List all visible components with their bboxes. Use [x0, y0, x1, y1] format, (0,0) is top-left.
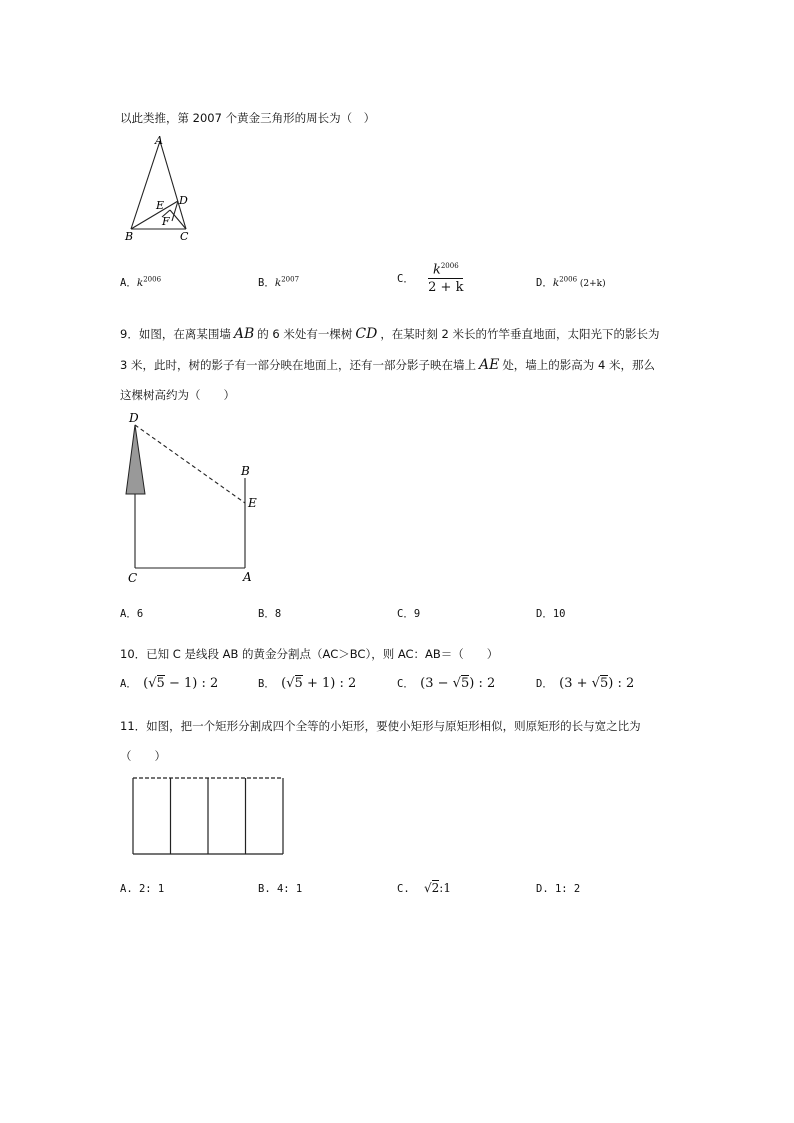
option-10d-expr-c: ) : 2 [608, 676, 635, 691]
option-11c-prefix: C. [397, 883, 410, 895]
label-e: E [248, 496, 257, 510]
tree-wall-figure [120, 408, 270, 588]
option-10a-radicand: 5 [156, 676, 165, 691]
option-8a-prefix: A． [120, 277, 137, 289]
option-10c-expr-a: (3 − [420, 676, 453, 691]
option-9c[interactable]: C．9 [397, 608, 421, 620]
option-10b-prefix: B． [258, 678, 275, 690]
option-9b[interactable]: B．8 [258, 608, 282, 620]
option-8d[interactable] [536, 275, 606, 290]
q9-text-1c: ，在某时刻 2 米长的竹竿垂直地面，太阳光下的影长为 [380, 327, 660, 341]
option-8b-prefix: B． [258, 277, 275, 289]
option-10a-expr-a: ( [143, 676, 149, 691]
question-9-line-2 [120, 357, 655, 373]
option-11c-tail: :1 [439, 881, 451, 895]
option-8c[interactable] [397, 262, 463, 295]
q9-text-2a: 3 米，此时，树的影子有一部分映在地面上，还有一部分影子映在墙上 [120, 358, 476, 372]
segment-bd [131, 201, 178, 229]
q9-text-1a: 9．如图，在离某围墙 [120, 327, 231, 341]
option-10c-expr [420, 675, 495, 691]
label-d: D [179, 194, 188, 207]
option-11d[interactable]: D. 1: 2 [536, 883, 581, 895]
option-10a-expr-c: − 1) : 2 [164, 676, 219, 691]
option-10d-expr-a: (3 + [559, 676, 592, 691]
question-10-stem: 10．已知 C 是线段 AB 的黄金分割点（AC＞BC），则 AC：AB＝（ ） [120, 647, 499, 661]
option-10c[interactable] [397, 676, 495, 691]
label-a: A [155, 134, 163, 147]
sqrt-icon: √ [148, 676, 157, 691]
option-10d[interactable] [536, 676, 634, 691]
sqrt-icon: √ [591, 676, 600, 691]
option-10c-radicand: 5 [460, 676, 470, 691]
rectangle-four-parts-figure [128, 774, 290, 860]
question-9-line-3: 这棵树高约为（ ） [120, 388, 235, 402]
option-8a-exp: 2006 [143, 275, 162, 284]
question-11-line-2: （ ） [120, 749, 166, 763]
option-10b-radicand: 5 [294, 676, 303, 691]
label-a: A [243, 570, 252, 584]
option-11c[interactable] [397, 881, 451, 895]
question-11-line-1: 11．如图，把一个矩形分割成四个全等的小矩形，要使小矩形与原矩形相似，则原矩形的长与宽之比为 [120, 719, 641, 733]
golden-triangle-figure [118, 133, 208, 248]
option-8c-fraction [428, 262, 463, 295]
option-10b-expr [281, 675, 356, 691]
question-8-stem-end: 以此类推，第 2007 个黄金三角形的周长为（ ） [120, 111, 376, 125]
q9-var-ab: AB [233, 326, 255, 342]
option-11b[interactable]: B. 4: 1 [258, 883, 303, 895]
option-9d[interactable]: D．10 [536, 608, 566, 620]
tree-crown [126, 425, 145, 494]
sqrt-icon: √ [452, 676, 461, 691]
option-10b[interactable] [258, 676, 356, 691]
option-8b-exp: 2007 [281, 275, 300, 284]
option-8c-num-exp: 2006 [440, 262, 459, 270]
label-b: B [241, 464, 250, 478]
option-11c-radicand: 2 [431, 881, 440, 895]
option-10a[interactable] [120, 676, 218, 691]
sqrt-icon: √ [286, 676, 295, 691]
q9-var-ae: AE [478, 357, 500, 373]
option-10b-expr-c: + 1) : 2 [302, 676, 357, 691]
option-8c-den: 2 + k [428, 280, 464, 296]
option-10b-expr-a: ( [281, 676, 287, 691]
label-e: E [156, 199, 165, 212]
option-10c-expr-c: ) : 2 [469, 676, 496, 691]
option-8a-base: k [136, 277, 144, 289]
label-c: C [180, 230, 189, 243]
option-10d-prefix: D． [536, 678, 553, 690]
q9-text-1b: 的 6 米处有一棵树 [257, 327, 353, 341]
sqrt-icon: √ [423, 881, 432, 895]
label-b: B [125, 230, 134, 243]
option-11c-expr [424, 881, 451, 895]
label-c: C [128, 571, 138, 585]
option-8d-base: k [552, 277, 560, 289]
q9-var-cd: CD [355, 326, 378, 342]
option-8d-exp: 2006 [559, 275, 578, 284]
option-9a[interactable]: A．6 [120, 608, 144, 620]
option-11a[interactable]: A. 2: 1 [120, 883, 165, 895]
option-10c-prefix: C． [397, 678, 414, 690]
option-8d-prefix: D． [536, 277, 553, 289]
option-8b[interactable] [258, 275, 299, 290]
question-9-line-1 [120, 326, 659, 342]
option-10a-expr [143, 675, 218, 691]
option-8c-num-base: k [432, 262, 441, 278]
q9-text-2b: 处，墙上的影高为 4 米，那么 [502, 358, 655, 372]
label-f: F [162, 215, 170, 228]
option-8b-base: k [274, 277, 282, 289]
label-d: D [129, 411, 139, 425]
option-10d-radicand: 5 [599, 676, 609, 691]
option-10a-prefix: A． [120, 678, 137, 690]
sun-ray-de [135, 425, 245, 503]
segment-ab [131, 141, 160, 229]
option-8c-prefix: C． [397, 273, 414, 286]
option-8d-suffix: (2+k) [577, 279, 606, 289]
option-10d-expr [559, 675, 634, 691]
option-8a[interactable] [120, 275, 161, 290]
